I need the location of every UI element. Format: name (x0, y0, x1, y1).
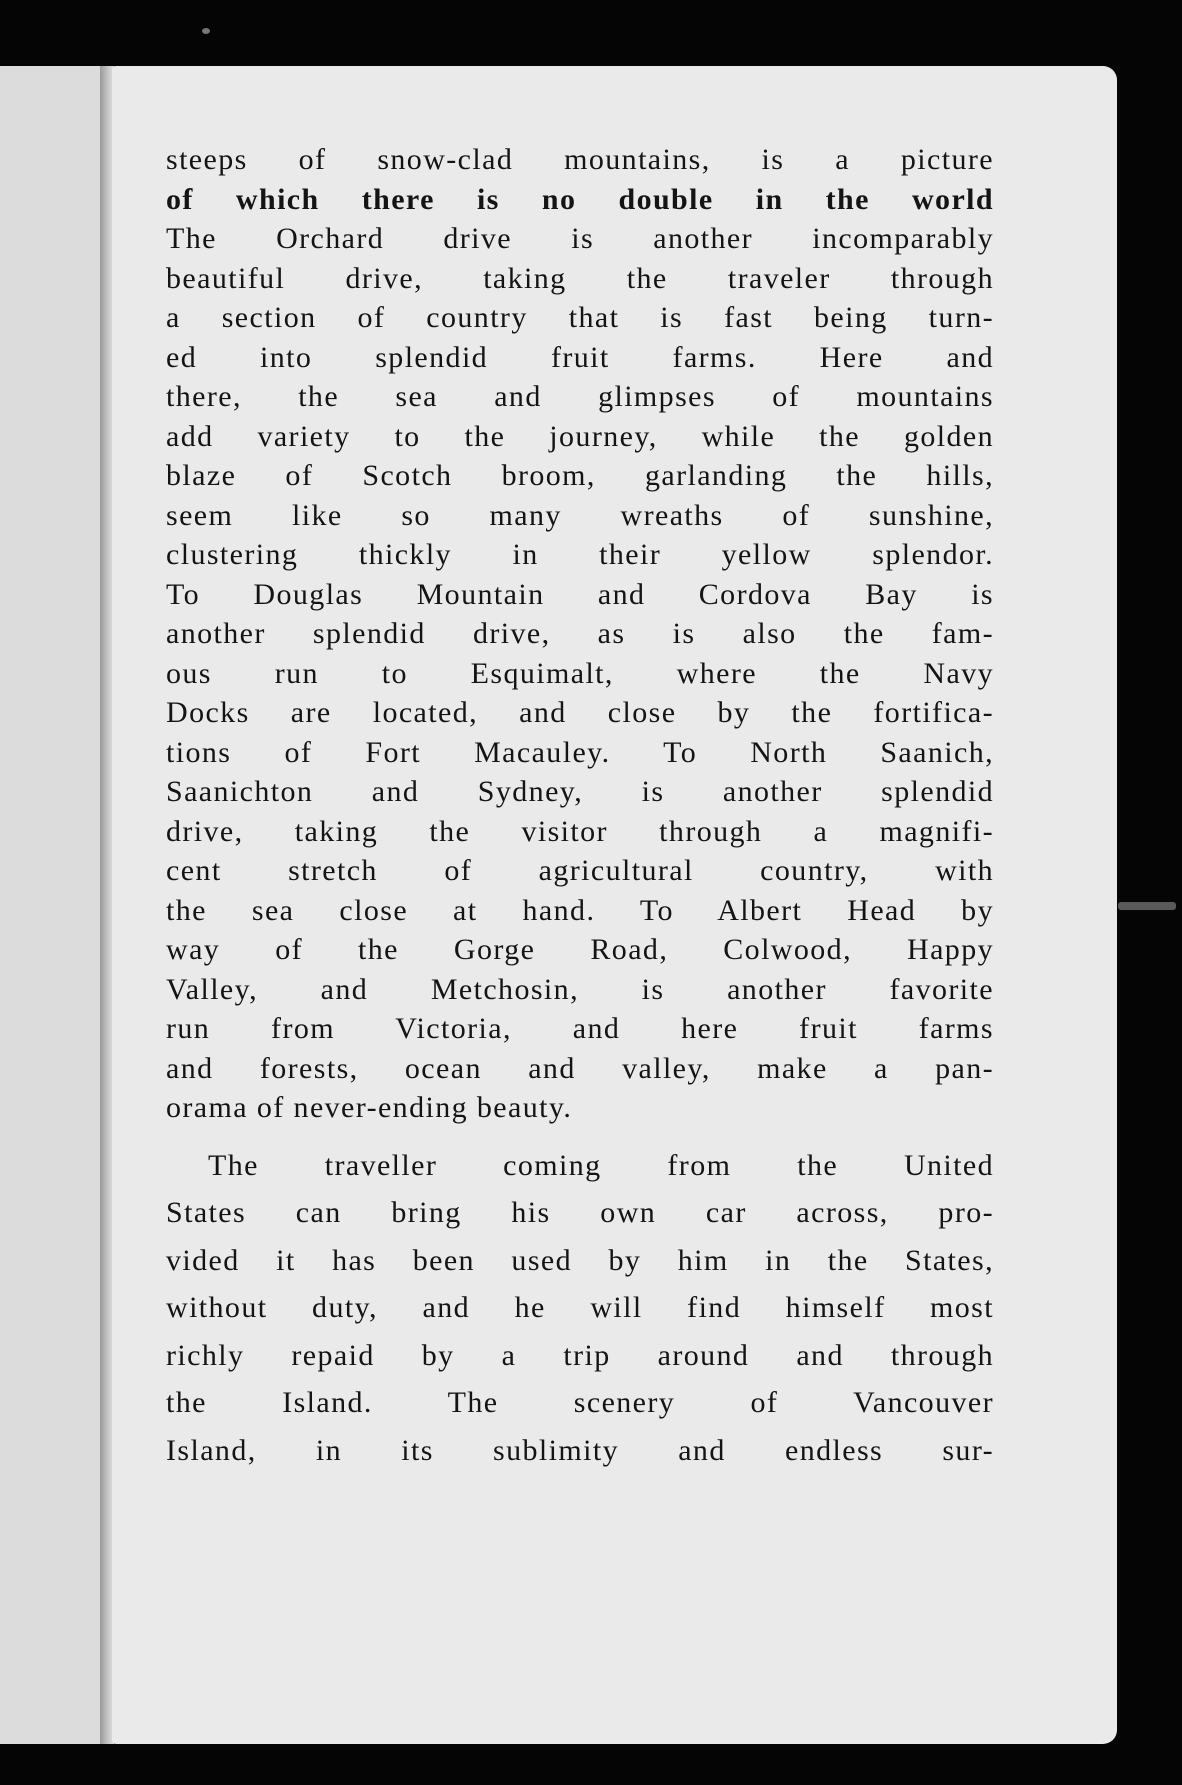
text-line: seem like so many wreaths of sunshine, (166, 498, 994, 532)
text-line: and forests, ocean and valley, make a pan- (166, 1051, 994, 1085)
text-line: tions of Fort Macauley. To North Saanich, (166, 735, 994, 769)
page-edge-mark (1118, 902, 1176, 910)
text-line: Valley, and Metchosin, is another favorite (166, 972, 994, 1006)
text-line: the sea close at hand. To Albert Head by (166, 893, 994, 927)
text-line: vided it has been used by him in the States, (166, 1243, 994, 1277)
text-line: richly repaid by a trip around and through (166, 1338, 994, 1372)
text-line: ed into splendid fruit farms. Here and (166, 340, 994, 374)
left-page-edge (0, 66, 112, 1744)
text-line: orama of never-ending beauty. (166, 1091, 573, 1124)
text-line: of which there is no double in the world (166, 182, 994, 216)
text-line: clustering thickly in their yellow splendor. (166, 538, 994, 571)
text-line: the Island. The scenery of Vancouver (166, 1386, 994, 1419)
text-line: Island, in its sublimity and endless sur- (166, 1433, 994, 1467)
paragraph-2 (166, 1142, 994, 1475)
text-line: blaze of Scotch broom, garlanding the hills, (166, 459, 994, 492)
text-line: drive, taking the visitor through a magnifi- (166, 814, 994, 848)
text-line: The Orchard drive is another incomparably (166, 222, 994, 255)
text-line: ous run to Esquimalt, where the Navy (166, 656, 994, 690)
text-line: way of the Gorge Road, Colwood, Happy (166, 933, 994, 966)
text-line: The traveller coming from the United (208, 1148, 994, 1182)
text-line: without duty, and he will find himself most (166, 1291, 994, 1324)
text-line: To Douglas Mountain and Cordova Bay is (166, 577, 994, 611)
text-line: a section of country that is fast being turn- (166, 301, 994, 334)
text-line: add variety to the journey, while the golden (166, 419, 994, 453)
text-line: cent stretch of agricultural country, with (166, 854, 994, 887)
text-line: another splendid drive, as is also the fam- (166, 617, 994, 650)
text-line: run from Victoria, and here fruit farms (166, 1012, 994, 1045)
dust-speck (202, 28, 210, 34)
text-line: there, the sea and glimpses of mountains (166, 380, 994, 413)
text-line: steeps of snow-clad mountains, is a picture (166, 143, 994, 176)
page-text (166, 140, 994, 1474)
text-line: Docks are located, and close by the fortifica- (166, 696, 994, 729)
paragraph-1 (166, 140, 994, 1128)
text-line: States can bring his own car across, pro- (166, 1196, 994, 1229)
text-line: beautiful drive, taking the traveler through (166, 261, 994, 295)
text-line: Saanichton and Sydney, is another splendid (166, 775, 994, 808)
